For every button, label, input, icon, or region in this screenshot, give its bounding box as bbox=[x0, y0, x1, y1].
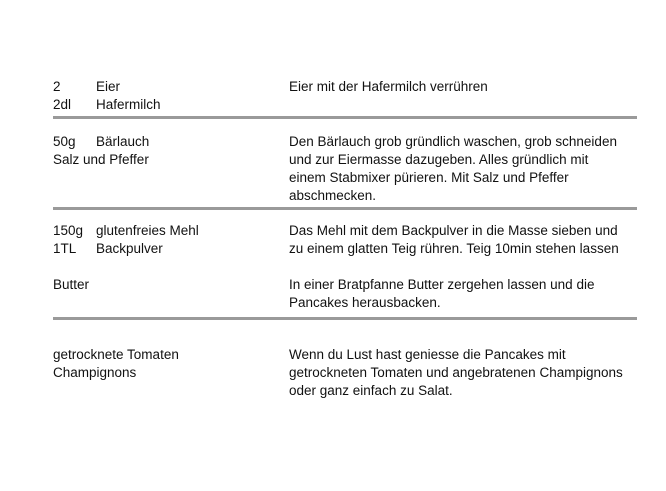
instruction-line: Pancakes herausbacken. bbox=[289, 295, 441, 310]
ingredient-name: glutenfreies Mehl bbox=[96, 223, 199, 238]
instruction-line: einem Stabmixer pürieren. Mit Salz und Pfeffer bbox=[289, 170, 569, 185]
ingredient-name: Eier bbox=[96, 79, 121, 94]
instruction-line: oder ganz einfach zu Salat. bbox=[289, 383, 453, 398]
instruction-line: und zur Eiermasse dazugeben. Alles gründlich mit bbox=[289, 152, 589, 167]
instruction-line: zu einem glatten Teig rühren. Teig 10min stehen lassen bbox=[289, 241, 619, 256]
ingredient-name: Butter bbox=[53, 277, 90, 292]
ingredient-name: Backpulver bbox=[96, 241, 163, 256]
ingredient-qty: 2dl bbox=[53, 97, 72, 112]
instruction-line: Wenn du Lust hast geniesse die Pancakes mit bbox=[289, 347, 566, 362]
ingredient-name: Salz und Pfeffer bbox=[53, 152, 149, 167]
section-divider bbox=[53, 207, 637, 210]
ingredient-name: Hafermilch bbox=[96, 97, 161, 112]
instruction-line: Eier mit der Hafermilch verrühren bbox=[289, 79, 488, 94]
instruction-line: In einer Bratpfanne Butter zergehen lassen und die bbox=[289, 277, 595, 292]
ingredient-name: Champignons bbox=[53, 365, 137, 380]
instruction-line: getrockneten Tomaten und angebratenen Champignons bbox=[289, 365, 623, 380]
section-divider bbox=[53, 317, 637, 320]
ingredient-name: getrocknete Tomaten bbox=[53, 347, 179, 362]
section-divider bbox=[53, 116, 637, 119]
ingredient-qty: 1TL bbox=[53, 241, 77, 256]
ingredient-qty: 2 bbox=[53, 79, 61, 94]
ingredient-name: Bärlauch bbox=[96, 134, 150, 149]
ingredient-qty: 150g bbox=[53, 223, 84, 238]
instruction-line: Den Bärlauch grob gründlich waschen, grob schneiden bbox=[289, 134, 617, 149]
instruction-line: Das Mehl mit dem Backpulver in die Masse sieben und bbox=[289, 223, 618, 238]
ingredient-qty: 50g bbox=[53, 134, 76, 149]
instruction-line: abschmecken. bbox=[289, 188, 377, 203]
